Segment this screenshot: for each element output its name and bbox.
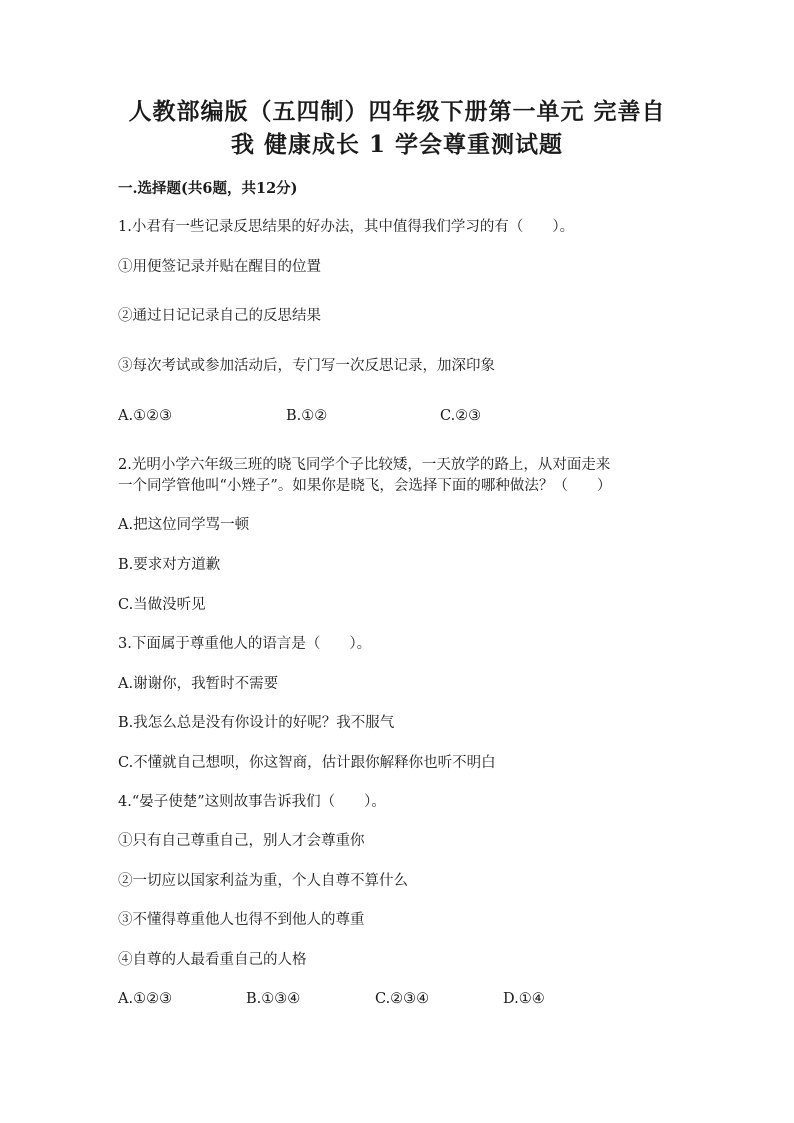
question-3-stem: 3.下面属于尊重他人的语言是（ ）。 bbox=[118, 636, 372, 652]
question-3-option-c[interactable]: C.不懂就自己想呗，你这智商，估计跟你解释你也听不明白 bbox=[118, 755, 496, 771]
question-2-option-b[interactable]: B.要求对方道歉 bbox=[118, 557, 221, 573]
question-1-stem: 1.小君有一些记录反思结果的好办法，其中值得我们学习的有（ ）。 bbox=[118, 219, 575, 235]
question-2-option-a[interactable]: A.把这位同学骂一顿 bbox=[118, 517, 250, 533]
question-1-item-3: ③每次考试或参加活动后，专门写一次反思记录，加深印象 bbox=[118, 358, 495, 374]
question-2-stem-line-2: 一个同学管他叫“小矬子”。如果你是晓飞，会选择下面的哪种做法？（ ） bbox=[118, 478, 612, 494]
question-3-option-a[interactable]: A.谢谢你，我暂时不需要 bbox=[118, 676, 279, 692]
question-2-stem-line-1: 2.光明小学六年级三班的晓飞同学个子比较矮，一天放学的路上，从对面走来 bbox=[118, 457, 611, 473]
question-1-item-2: ②通过日记记录自己的反思结果 bbox=[118, 308, 321, 324]
question-1-item-1: ①用便签记录并贴在醒目的位置 bbox=[118, 259, 321, 275]
question-4-item-2: ②一切应以国家利益为重，个人自尊不算什么 bbox=[118, 873, 408, 889]
question-1-option-b[interactable]: B.①② bbox=[286, 408, 328, 424]
question-1-option-c[interactable]: C.②③ bbox=[440, 408, 482, 424]
question-4-option-d[interactable]: D.①④ bbox=[503, 991, 545, 1007]
question-4-stem: 4.“晏子使楚”这则故事告诉我们（ ）。 bbox=[118, 794, 386, 810]
question-4-option-c[interactable]: C.②③④ bbox=[375, 991, 430, 1007]
question-4-item-1: ①只有自己尊重自己，别人才会尊重你 bbox=[118, 833, 365, 849]
question-1-option-a[interactable]: A.①②③ bbox=[118, 408, 173, 424]
question-4-item-3: ③不懂得尊重他人也得不到他人的尊重 bbox=[118, 912, 365, 928]
question-2-option-c[interactable]: C.当做没听见 bbox=[118, 597, 206, 613]
title-line-1: 人教部编版（五四制）四年级下册第一单元 完善自 bbox=[128, 98, 666, 125]
section-heading: 一.选择题(共6题，共12分) bbox=[118, 180, 298, 197]
question-4-option-a[interactable]: A.①②③ bbox=[118, 991, 173, 1007]
title-line-2: 我 健康成长 1 学会尊重测试题 bbox=[230, 131, 564, 158]
question-4-item-4: ④自尊的人最看重自己的人格 bbox=[118, 952, 307, 968]
question-4-option-b[interactable]: B.①③④ bbox=[246, 991, 301, 1007]
question-3-option-b[interactable]: B.我怎么总是没有你设计的好呢？我不服气 bbox=[118, 715, 395, 731]
